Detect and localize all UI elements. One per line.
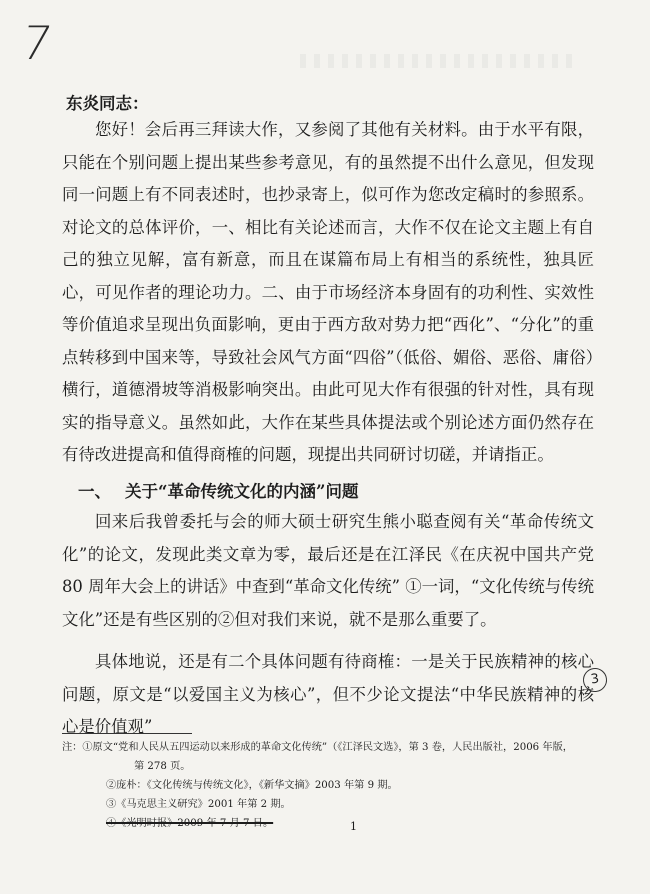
footnote-1: 注：①原文“党和人民从五四运动以来形成的革命文化传统”（《江泽民文选》，第 3 卷，人民出版社，2006 年版， [62,742,573,753]
section-title: 关于“革命传统文化的内涵”问题 [125,482,359,501]
footnotes [62,738,582,833]
section-heading [78,478,358,502]
paragraph-1: 您好！会后再三拜读大作，又参阅了其他有关材料。由于水平有限，只能在个别问题上提出某些参考意见，有的虽然提不出什么意见，但发现同一问题上有不同表述时，也抄录寄上，似可作为您改定稿时的参照系。对论文的总体评价，一、相比有关论述而言，大作不仅在论文主题上有自己的独立见解，富有新意，而且在谋篇布局上有相当的系统性，独具匠心，可见作者的理论功力。二、由于市场经济本身固有的功利性、实效性等价值追求呈现出负面影响，更由于西方敌对势力把“西化”、“分化”的重点转移到中国来等，导致社会风气方面“四俗”（低俗、媚俗、恶俗、庸俗）横行，道德滑坡等消极影响突出。由此可见大作有很强的针对性，具有现实的指导意义。虽然如此，大作在某些具体提法或个别论述方面仍然存在有待改进提高和值得商榷的问题，现提出共同研讨切磋，并请指正。 [62,120,594,464]
handwritten-page-mark: 7 [17,16,55,70]
show-through-text [300,54,580,68]
paragraph-3: 具体地说，还是有二个具体问题有待商榷：一是关于民族精神的核心问题，原文是“以爱国主义为核心”，但不少论文提法“中华民族精神的核心是价值观” [62,652,594,736]
footnote-2: ②庞朴：《文化传统与传统文化》，《新华文摘》2003 年第 9 期。 [106,780,398,791]
footnote-1-continuation: 第 278 页。 [134,761,191,772]
footnote-4-struck: ④《光明时报》2009 年 7 月 7 日。 [106,818,274,829]
handwritten-circled-note: 3 [581,666,608,693]
section-number: 一、 [78,482,111,501]
salutation: 东炎同志： [66,94,149,113]
page-number: 1 [350,820,357,833]
footnote-3: ③《马克思主义研究》2001 年第 2 期。 [106,799,291,810]
paragraph-2: 回来后我曾委托与会的师大硕士研究生熊小聪查阅有关“革命传统文化”的论文，发现此类文章为零，最后还是在江泽民《在庆祝中国共产党 80 周年大会上的讲话》中查到“革命文化传统” ①一词，“文化传统与传统文化”还是有些区别的②但对我们来说，就不是那么重要了。 [62,512,594,629]
footnote-divider [62,733,192,734]
footnote-label: 注： [62,742,83,753]
